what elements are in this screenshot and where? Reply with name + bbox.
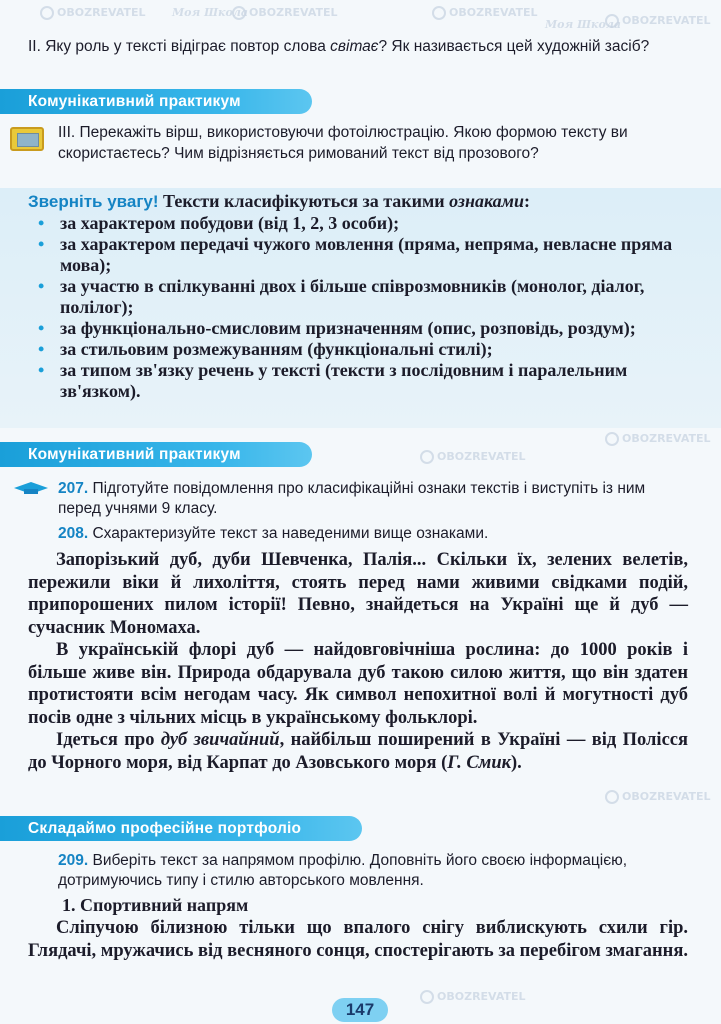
practicum-banner: Комунікативний практикум xyxy=(0,442,312,467)
paragraph: Запорізький дуб, дуби Шевченка, Палія... Скільки їх, зелених велетів, пережили віки й лихоліття, стоять перед нами живими свідками подій, припорошених пилом історії! Певно, знайдеться на Україні ще й дуб — сучасник Мономаха. xyxy=(28,550,688,638)
obozrevatel-logo-icon xyxy=(605,790,619,804)
classification-list xyxy=(38,213,688,402)
obozrevatel-logo-icon xyxy=(420,450,434,464)
list-item: • за характером побудови (від 1, 2, 3 особи); xyxy=(38,213,688,234)
list-item: • за типом зв'язку речень у тексті (тексти з послідовним і паралельним зв'язком). xyxy=(38,360,688,402)
obozrevatel-watermark: OBOZREVATEL xyxy=(232,6,338,20)
question-3: III. Перекажіть вірш, використовуючи фотоілюстрацію. Якою формою тексту ви скористаєтесь? Чим відрізняється римований текст від прозового? xyxy=(58,124,628,162)
subheading: 1. Спортивний напрям xyxy=(62,895,249,915)
obozrevatel-watermark: OBOZREVATEL xyxy=(432,6,538,20)
task-208: 208. Схарактеризуйте текст за наведеними вище ознаками. xyxy=(58,525,489,542)
practicum-banner: Комунікативний практикум xyxy=(0,89,312,114)
obozrevatel-watermark: OBOZREVATEL xyxy=(420,990,526,1004)
attention-heading: Зверніть увагу! Тексти класифікуються за такими ознаками: xyxy=(28,191,530,211)
list-item: • за характером передачі чужого мовлення (пряма, непряма, невласне пряма мова); xyxy=(38,234,688,276)
task-207: 207. Підготуйте повідомлення про класифікаційні ознаки текстів і виступіть із ним перед учнями 9 класу. xyxy=(58,480,646,517)
obozrevatel-watermark: OBOZREVATEL xyxy=(420,450,526,464)
obozrevatel-watermark: OBOZREVATEL xyxy=(605,14,711,28)
text-208 xyxy=(28,549,688,774)
obozrevatel-watermark: OBOZREVATEL xyxy=(605,790,711,804)
list-item: • за функціонально-смисловим призначенням (опис, розповідь, роздум); xyxy=(38,318,688,339)
obozrevatel-logo-icon xyxy=(232,6,246,20)
task-209: 209. Виберіть текст за напрямом профілю. Доповніть його своєю інформацією, дотримуючись типу і стилю авторського мовлення. xyxy=(58,852,628,889)
paragraph: Сліпучою білизною тільки що впалого снігу виблискують схили гір. Глядачі, мружачись від весняного сонця, спостерігають за перебігом змагання. xyxy=(28,918,688,961)
obozrevatel-logo-icon xyxy=(605,14,619,28)
obozrevatel-watermark: OBOZREVATEL xyxy=(605,432,711,446)
paragraph: Ідеться про дуб звичайний, найбільш поширений в Україні — від Полісся до Чорного моря, від Карпат до Азовського моря (Г. Смик). xyxy=(28,730,689,773)
question-2: II. Яку роль у тексті відіграє повтор слова світає? Як називається цей художній засіб? xyxy=(28,38,650,55)
obozrevatel-logo-icon xyxy=(605,432,619,446)
photo-illustration-icon xyxy=(10,127,44,151)
moya-shkola-watermark: Моя Школа xyxy=(172,6,249,19)
obozrevatel-logo-icon xyxy=(40,6,54,20)
obozrevatel-logo-icon xyxy=(420,990,434,1004)
portfolio-banner: Складаймо професійне портфоліо xyxy=(0,816,362,841)
obozrevatel-logo-icon xyxy=(432,6,446,20)
graduation-cap-icon xyxy=(12,481,50,495)
obozrevatel-watermark: OBOZREVATEL xyxy=(40,6,146,20)
text-209 xyxy=(28,917,688,962)
list-item: • за стильовим розмежуванням (функціональні стилі); xyxy=(38,339,688,360)
moya-shkola-watermark: Моя Школа xyxy=(545,18,622,31)
list-item: • за участю в спілкуванні двох і більше співрозмовників (монолог, діалог, полілог); xyxy=(38,276,688,318)
page-number: 147 xyxy=(332,998,388,1022)
paragraph: В українській флорі дуб — найдовговічніша рослина: до 1000 років і більше живе він. Природа обдарувала дуб такою силою життя, що він здатен протистояти всім негодам часу. Як символ непохитної волі й могутності дуб посів одне з чільних місць в українському фольклорі. xyxy=(28,640,688,728)
